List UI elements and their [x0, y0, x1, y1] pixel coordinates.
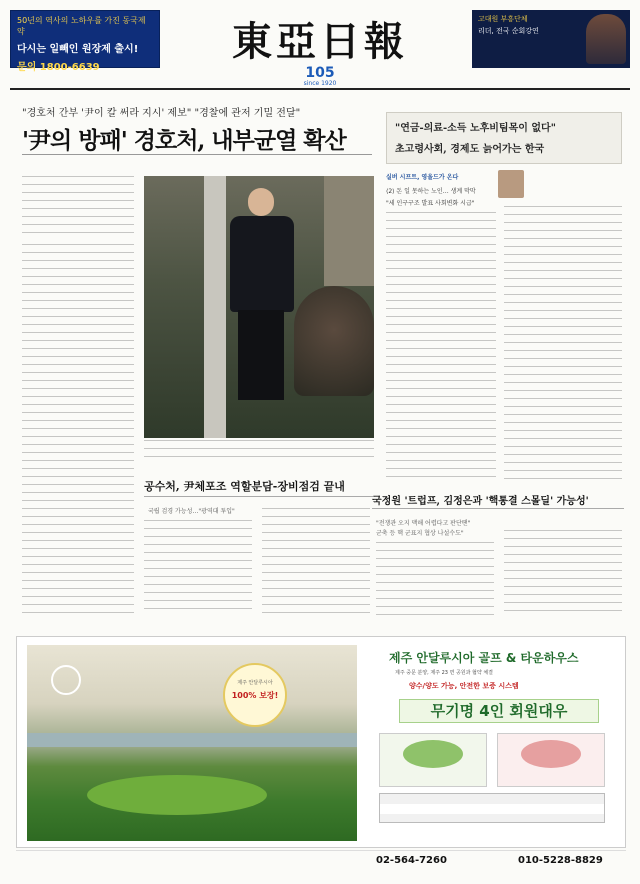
- sub-headline-1[interactable]: 공수처, 尹체포조 역할분담-장비점검 끝내: [144, 480, 345, 493]
- sub-headline-2-kicker2: 군축 등 핵 군표지 협상 나설수도": [376, 530, 464, 537]
- golf-green: [87, 775, 267, 815]
- top-left-ad-line1: 50년의 역사의 노하우를 가진 동국제약: [17, 16, 146, 36]
- ad-phone-2[interactable]: 010-5228-8829: [518, 855, 603, 866]
- golf-course-photo: [27, 645, 357, 841]
- main-photo[interactable]: [144, 176, 374, 438]
- headline-kicker: "경호처 간부 '尹이 칼 써라 지시' 제보" "경찰에 관저 기밀 전달": [22, 108, 301, 119]
- golf-ad-offer: 무기명 4인 회원대우: [399, 699, 599, 723]
- top-left-ad-line2: 다시는 일빼인 원장제 출시!: [17, 44, 139, 55]
- photo-bush: [294, 286, 374, 396]
- golf-ad-title: 제주 안달루시아 골프 & 타운하우스: [389, 651, 579, 665]
- lede-text: [22, 176, 134, 236]
- golf-map-right: [497, 733, 605, 787]
- columnist-photo: [498, 170, 524, 198]
- right-body-col2: [504, 206, 622, 482]
- bottom-golf-ad[interactable]: [16, 636, 626, 848]
- golf-price-table: [379, 793, 605, 823]
- article-body-col3: [262, 508, 370, 616]
- series-label: 실버 시프트, 영올드가 온다: [386, 174, 459, 181]
- sub-headline-1-kicker: 국립 검경 가능성…"광역대 투입": [148, 508, 235, 515]
- top-left-ad[interactable]: [10, 10, 160, 73]
- golf-map-left: [379, 733, 487, 787]
- photo-caption: [144, 440, 374, 464]
- golf-sea: [27, 733, 357, 747]
- ad-person-image: [586, 14, 626, 64]
- sub-headline-2[interactable]: 국정원 '트럽프, 김정은과 '핵통결 스몰딜' 가능성': [372, 496, 589, 507]
- golf-badge: [223, 663, 287, 727]
- series-line2: "세 인구구조 발표 사회변화 시급": [386, 200, 475, 207]
- masthead: [200, 10, 440, 67]
- photo-building: [324, 176, 374, 286]
- featured-box[interactable]: [386, 112, 622, 164]
- right-body-col4: [504, 530, 622, 616]
- newspaper-logo: 東亞日報: [232, 18, 408, 65]
- golf-logo: [51, 665, 81, 695]
- golf-badge-big: 100% 보장!: [231, 691, 279, 700]
- sub-headline-2-kicker: "전쟁관 오지 맥해 어렵다고 판단땐": [376, 520, 471, 527]
- anniversary-since: since 1920: [303, 80, 337, 87]
- featured-line2: 초고령사회, 경제도 늙어가는 한국: [395, 144, 545, 155]
- top-left-ad-phone: 문의 1800-6639: [17, 62, 100, 73]
- main-headline[interactable]: '尹의 방패' 경호처, 내부균열 확산: [22, 127, 346, 154]
- top-right-ad[interactable]: [472, 10, 630, 68]
- sub-headline-1-divider: [144, 496, 374, 497]
- golf-badge-top: 제주 안달루시아: [237, 680, 273, 686]
- photo-person-head: [248, 188, 274, 216]
- golf-ad-line3: 양수/양도 가능, 안전한 보증 시스템: [409, 682, 519, 690]
- ad-phone-1[interactable]: 02-564-7260: [376, 855, 447, 866]
- article-body-col1: [22, 244, 134, 616]
- top-right-ad-line1: 고대원 부흥단체: [478, 15, 528, 23]
- featured-line1: "연금-의료-소득 노후비팀목이 없다": [395, 123, 556, 134]
- top-right-ad-line2: 리더, 전국 순회강연: [478, 27, 539, 35]
- right-body-col1: [386, 212, 496, 482]
- sub-headline-2-divider: [372, 508, 624, 509]
- photo-pillar: [204, 176, 226, 438]
- photo-person-legs: [238, 310, 284, 400]
- golf-map-right-island: [521, 740, 581, 768]
- article-body-col2: [144, 520, 252, 616]
- golf-map-left-island: [403, 740, 463, 768]
- dateline-rule: [10, 78, 630, 90]
- photo-person-body: [230, 216, 294, 312]
- headline-divider: [22, 154, 372, 155]
- golf-ad-line2: 제주 중문 분양, 제주 23 면 공원과 협약 체결: [395, 670, 493, 676]
- right-body-col3: [376, 542, 494, 616]
- series-line1: ⟨2⟩ 돈 일 못하는 노인… 생계 막막: [386, 188, 476, 195]
- anniversary-number: 105: [305, 65, 335, 81]
- ad-footer: [16, 850, 626, 872]
